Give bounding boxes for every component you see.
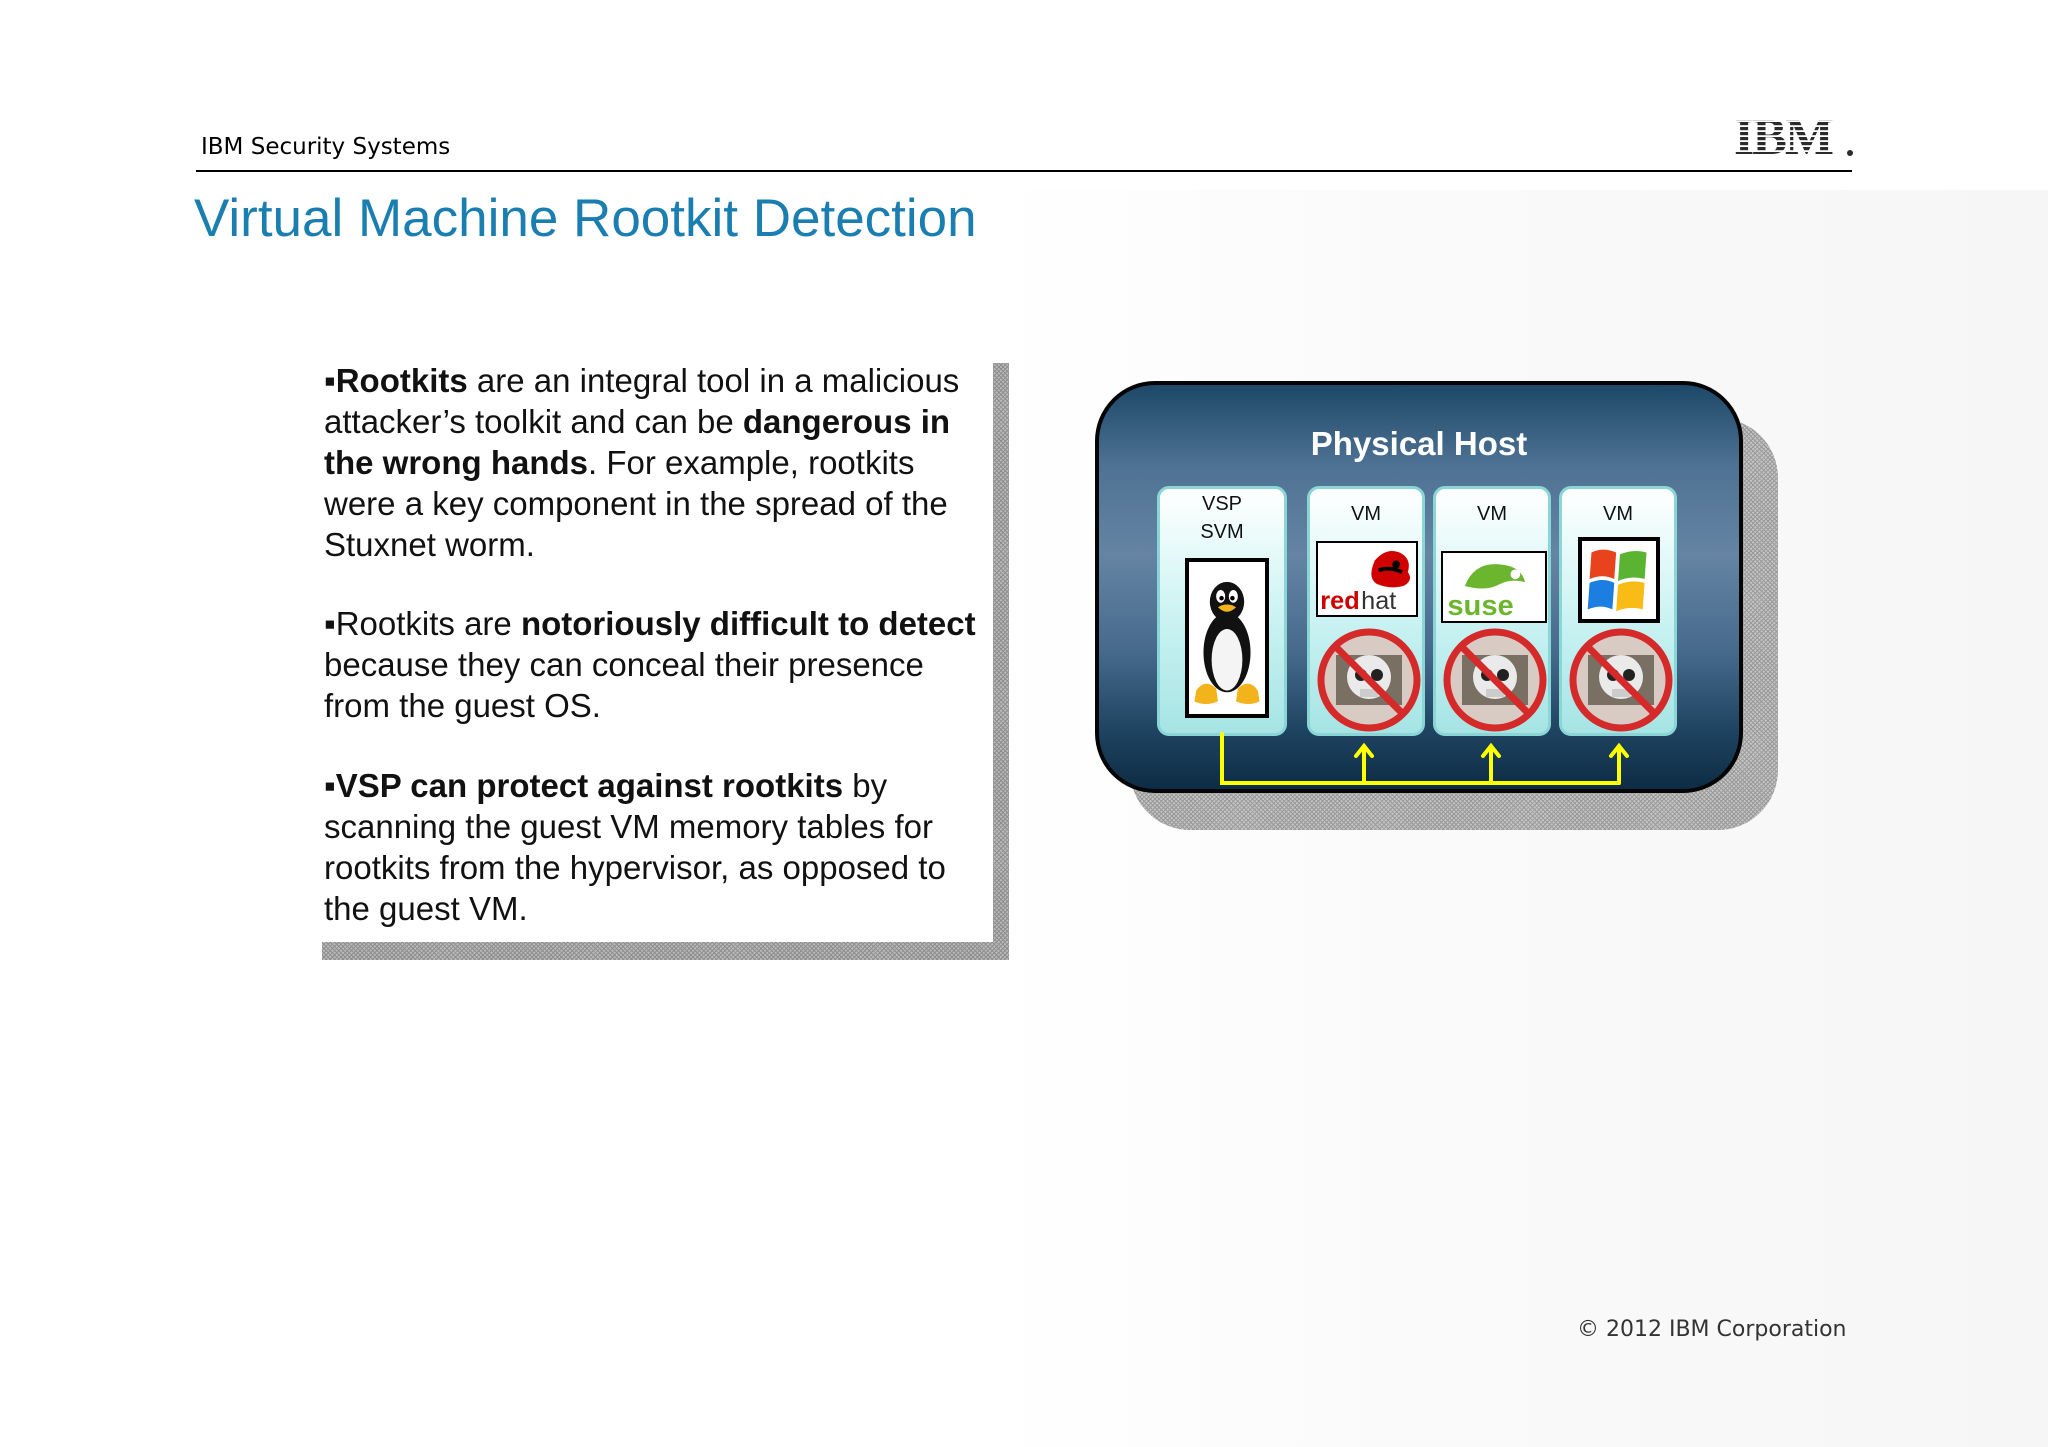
arrow-up-icon — [1611, 746, 1627, 783]
bullet-textbox — [306, 355, 993, 942]
slide-title: Virtual Machine Rootkit Detection — [194, 189, 977, 248]
suse-text: suse — [1447, 590, 1514, 621]
bullet-marker: ▪ — [324, 767, 336, 804]
copyright-footer: © 2012 IBM Corporation — [1577, 1317, 1847, 1342]
arrow-up-icon — [1356, 746, 1372, 783]
bullet-bold-lead: VSP can protect against rootkits — [335, 767, 844, 804]
bullet-text: are an integral tool in a malicious attacker’s toolkit and can be — [324, 362, 960, 440]
scan-arrows — [1095, 381, 1743, 793]
redhat-text: red — [1320, 587, 1360, 615]
vm-label: VM — [1477, 503, 1507, 525]
vm-sublabel: SVM — [1200, 521, 1244, 543]
bullet-marker: ▪ — [324, 362, 336, 399]
vm-label: VM — [1351, 503, 1381, 525]
bullet-text: because they can conceal their presence from the guest OS. — [324, 646, 924, 724]
bullet-item — [324, 603, 989, 726]
connector-line — [1222, 734, 1619, 783]
vm-label: VSP — [1201, 493, 1243, 515]
bullet-bold-text: notoriously difficult to detect — [520, 605, 976, 642]
bullet-item — [324, 765, 989, 929]
ibm-logo — [1733, 112, 1855, 158]
vm-label: VM — [1603, 503, 1633, 525]
bullet-bold-lead: Rootkits — [335, 362, 468, 399]
header-brand: IBM Security Systems — [201, 134, 451, 160]
header-divider — [196, 170, 1852, 172]
bullet-marker: ▪ — [324, 605, 336, 642]
bullet-text: . For example, rootkits were a key component in the spread of the Stuxnet worm. — [324, 444, 948, 563]
bullet-text: by scanning the guest VM memory tables for rootkits from the hypervisor, as opposed to the guest VM. — [324, 767, 946, 927]
redhat-text: hat — [1361, 587, 1397, 615]
bullet-bold-text: dangerous in the wrong hands — [324, 403, 951, 481]
ibm-logo-text: IBM — [1734, 112, 1832, 158]
textbox-shadow — [993, 363, 1009, 960]
arrow-up-icon — [1483, 746, 1499, 783]
textbox-shadow — [322, 942, 1009, 960]
bullet-item — [324, 360, 989, 565]
host-title: Physical Host — [1310, 425, 1528, 462]
bullet-text: Rootkits are — [335, 605, 521, 642]
